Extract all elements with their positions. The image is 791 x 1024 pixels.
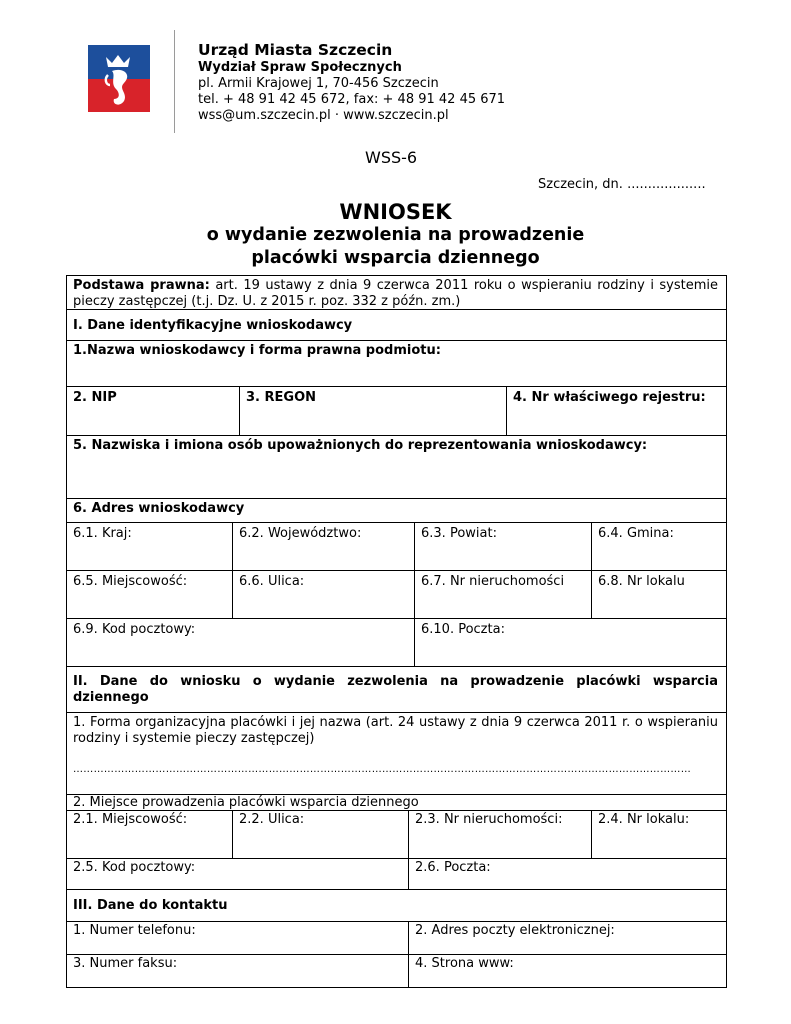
- facility-location-heading: 2. Miejsce prowadzenia placówki wsparcia dziennego: [73, 795, 419, 810]
- facility-building-number-field[interactable]: 2.3. Nr nieruchomości:: [415, 812, 563, 827]
- facility-form-field[interactable]: 1. Forma organizacyjna placówki i jej nazwa (art. 24 ustawy z dnia 9 czerwca 2011 r. o wspieraniu rodziny i systemie pieczy zastępczej): [73, 715, 718, 746]
- register-number-field[interactable]: 4. Nr właściwego rejestru:: [513, 390, 706, 405]
- facility-post-office-field[interactable]: 2.6. Poczta:: [415, 860, 491, 875]
- organization-name: Urząd Miasta Szczecin: [198, 41, 393, 59]
- office-email-web: wss@um.szczecin.pl · www.szczecin.pl: [198, 108, 449, 123]
- document-title: WNIOSEK: [339, 200, 452, 224]
- form-code: WSS-6: [365, 148, 418, 167]
- email-address-field[interactable]: 2. Adres poczty elektronicznej:: [415, 923, 615, 938]
- office-phone-fax: tel. + 48 91 42 45 672, fax: + 48 91 42 45 671: [198, 92, 506, 107]
- street-field[interactable]: 6.6. Ulica:: [239, 574, 305, 589]
- document-subtitle-line1: o wydanie zezwolenia na prowadzenie: [206, 225, 585, 245]
- section-3-title: III. Dane do kontaktu: [73, 898, 228, 913]
- document-subtitle-line2: placówki wsparcia dziennego: [251, 248, 540, 268]
- county-field[interactable]: 6.3. Powiat:: [421, 526, 497, 541]
- post-office-field[interactable]: 6.10. Poczta:: [421, 622, 505, 637]
- header-divider: [174, 30, 175, 133]
- facility-form-dotted-line: ………………………………………………………………………………………………………………………………………………………………: [73, 764, 691, 775]
- regon-field[interactable]: 3. REGON: [246, 390, 317, 405]
- section-2-title: II. Dane do wniosku o wydanie zezwolenia na prowadzenie placówki wsparcia dziennego: [73, 674, 718, 705]
- applicant-address-heading: 6. Adres wnioskodawcy: [73, 501, 245, 516]
- nip-field[interactable]: 2. NIP: [73, 390, 117, 405]
- date-line: Szczecin, dn. ...................: [538, 177, 706, 192]
- facility-apartment-number-field[interactable]: 2.4. Nr lokalu:: [598, 812, 690, 827]
- country-field[interactable]: 6.1. Kraj:: [73, 526, 132, 541]
- legal-basis: [73, 278, 718, 310]
- locality-field[interactable]: 6.5. Miejscowość:: [73, 574, 188, 589]
- apartment-number-field[interactable]: 6.8. Nr lokalu: [598, 574, 685, 589]
- legal-basis-label: Podstawa prawna:: [73, 278, 210, 293]
- website-field[interactable]: 4. Strona www:: [415, 956, 514, 971]
- postal-code-field[interactable]: 6.9. Kod pocztowy:: [73, 622, 196, 637]
- section-1-title: I. Dane identyfikacyjne wnioskodawcy: [73, 318, 353, 333]
- facility-street-field[interactable]: 2.2. Ulica:: [239, 812, 305, 827]
- office-header: [198, 40, 505, 124]
- office-address: pl. Armii Krajowej 1, 70-456 Szczecin: [198, 76, 439, 91]
- facility-locality-field[interactable]: 2.1. Miejscowość:: [73, 812, 188, 827]
- building-number-field[interactable]: 6.7. Nr nieruchomości: [421, 574, 565, 589]
- szczecin-griffin-logo: [88, 45, 150, 112]
- phone-number-field[interactable]: 1. Numer telefonu:: [73, 923, 196, 938]
- fax-number-field[interactable]: 3. Numer faksu:: [73, 956, 178, 971]
- authorized-persons-field[interactable]: 5. Nazwiska i imiona osób upoważnionych do reprezentowania wnioskodawcy:: [73, 438, 648, 453]
- commune-field[interactable]: 6.4. Gmina:: [598, 526, 674, 541]
- application-form: [66, 275, 727, 988]
- department-name: Wydział Spraw Społecznych: [198, 60, 402, 75]
- applicant-name-field[interactable]: 1.Nazwa wnioskodawcy i forma prawna podmiotu:: [73, 343, 441, 358]
- facility-postal-code-field[interactable]: 2.5. Kod pocztowy:: [73, 860, 196, 875]
- legal-basis-text: art. 19 ustawy z dnia 9 czerwca 2011 roku o wspieraniu rodziny i systemie pieczy zastępczej (t.j. Dz. U. z 2015 r. poz. 332 z późn. zm.): [73, 278, 718, 309]
- voivodeship-field[interactable]: 6.2. Województwo:: [239, 526, 362, 541]
